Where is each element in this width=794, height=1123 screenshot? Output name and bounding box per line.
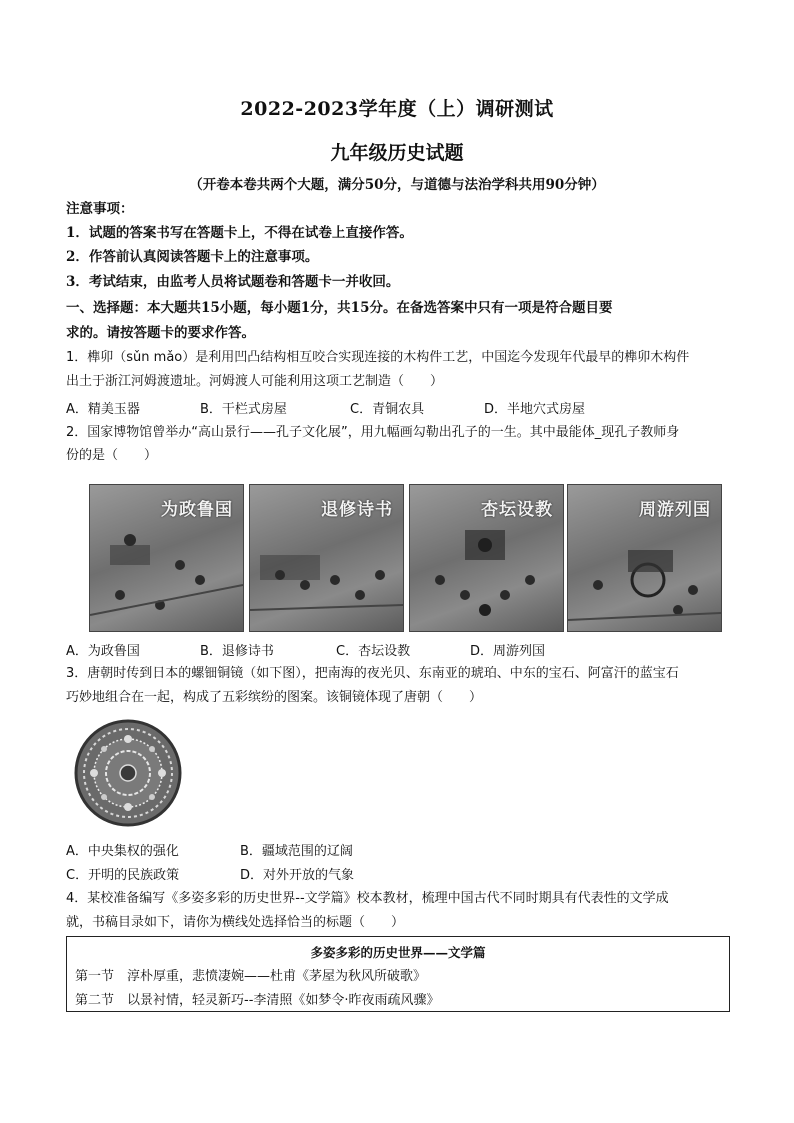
section1-line2: 求的。请按答题卡的要求作答。 bbox=[66, 325, 255, 341]
q1-option-d: D．半地穴式房屋 bbox=[484, 402, 586, 417]
confucius-paintings bbox=[89, 484, 723, 632]
q2-option-b: B．退修诗书 bbox=[200, 644, 274, 659]
q1-option-a: A．精美玉器 bbox=[66, 402, 140, 417]
q1-option-c: C．青铜农具 bbox=[350, 402, 425, 417]
painting-caption: 周游列国 bbox=[639, 500, 711, 520]
q3-stem-line2: 巧妙地组合在一起，构成了五彩缤纷的图案。该铜镜体现了唐朝（ ） bbox=[66, 690, 483, 705]
painting-editing-books bbox=[249, 484, 404, 632]
bronze-mirror-image bbox=[73, 718, 183, 828]
q2-option-c: C．杏坛设教 bbox=[336, 644, 411, 659]
q3-option-a: A．中央集权的强化 bbox=[66, 844, 179, 859]
q2-stem-line2: 份的是（ ） bbox=[66, 448, 158, 463]
painting-caption: 退修诗书 bbox=[321, 500, 393, 520]
section1-line1: 一、选择题：本大题共15小题，每小题1分，共15分。在备选答案中只有一项是符合题目要 bbox=[66, 300, 613, 316]
notice-item-1: 1．试题的答案书写在答题卡上，不得在试卷上直接作答。 bbox=[66, 225, 413, 241]
q4-stem-line2: 就，书稿目录如下，请你为横线处选择恰当的标题（ ） bbox=[66, 915, 405, 930]
painting-touring-states bbox=[567, 484, 722, 632]
q3-option-c: C．开明的民族政策 bbox=[66, 868, 180, 883]
notice-heading: 注意事项： bbox=[66, 201, 134, 217]
painting-apricot-altar bbox=[409, 484, 564, 632]
exam-note: （开卷本卷共两个大题，满分50分，与道德与法治学科共用90分钟） bbox=[189, 177, 605, 193]
q3-stem-line1: 3．唐朝时传到日本的螺钿铜镜（如下图），把南海的夜光贝、东南亚的琥珀、中东的宝石、阿富汗的蓝宝石 bbox=[66, 666, 679, 681]
q1-option-b: B．干栏式房屋 bbox=[200, 402, 287, 417]
painting-caption: 为政鲁国 bbox=[161, 500, 233, 520]
painting-governing-lu bbox=[89, 484, 244, 632]
book-outline-box bbox=[66, 936, 730, 1012]
exam-title: 2022-2023学年度（上）调研测试 bbox=[240, 98, 554, 120]
q1-stem-line1: 1．榫卯（sǔn mǎo）是利用凹凸结构相互咬合实现连接的木构件工艺，中国迄今发现年代最早的榫卯木构件 bbox=[66, 350, 690, 365]
notice-item-2: 2．作答前认真阅读答题卡上的注意事项。 bbox=[66, 249, 319, 265]
outline-row-1: 第一节 淳朴厚重，悲愤凄婉——杜甫《茅屋为秋风所破歌》 bbox=[75, 969, 427, 984]
outline-row-2: 第二节 以景衬情，轻灵新巧--李清照《如梦令·昨夜雨疏风骤》 bbox=[75, 993, 440, 1008]
notice-item-3: 3．考试结束，由监考人员将试题卷和答题卡一并收回。 bbox=[66, 274, 400, 290]
q4-stem-line1: 4．某校准备编写《多姿多彩的历史世界--文学篇》校本教材，梳理中国古代不同时期具有代表性的文学成 bbox=[66, 891, 669, 906]
q2-option-d: D．周游列国 bbox=[470, 644, 546, 659]
q3-option-b: B．疆域范围的辽阔 bbox=[240, 844, 353, 859]
q1-stem-line2: 出土于浙江河姆渡遗址。河姆渡人可能利用这项工艺制造（ ） bbox=[66, 374, 444, 389]
exam-subject: 九年级历史试题 bbox=[330, 142, 464, 164]
q2-option-a: A．为政鲁国 bbox=[66, 644, 140, 659]
q2-stem-line1: 2．国家博物馆曾举办“高山景行——孔子文化展”，用九幅画勾勒出孔子的一生。其中最能体_现孔子教师身 bbox=[66, 425, 680, 440]
painting-caption: 杏坛设教 bbox=[481, 500, 553, 520]
outline-title: 多姿多彩的历史世界——文学篇 bbox=[310, 945, 486, 960]
q3-option-d: D．对外开放的气象 bbox=[240, 868, 355, 883]
